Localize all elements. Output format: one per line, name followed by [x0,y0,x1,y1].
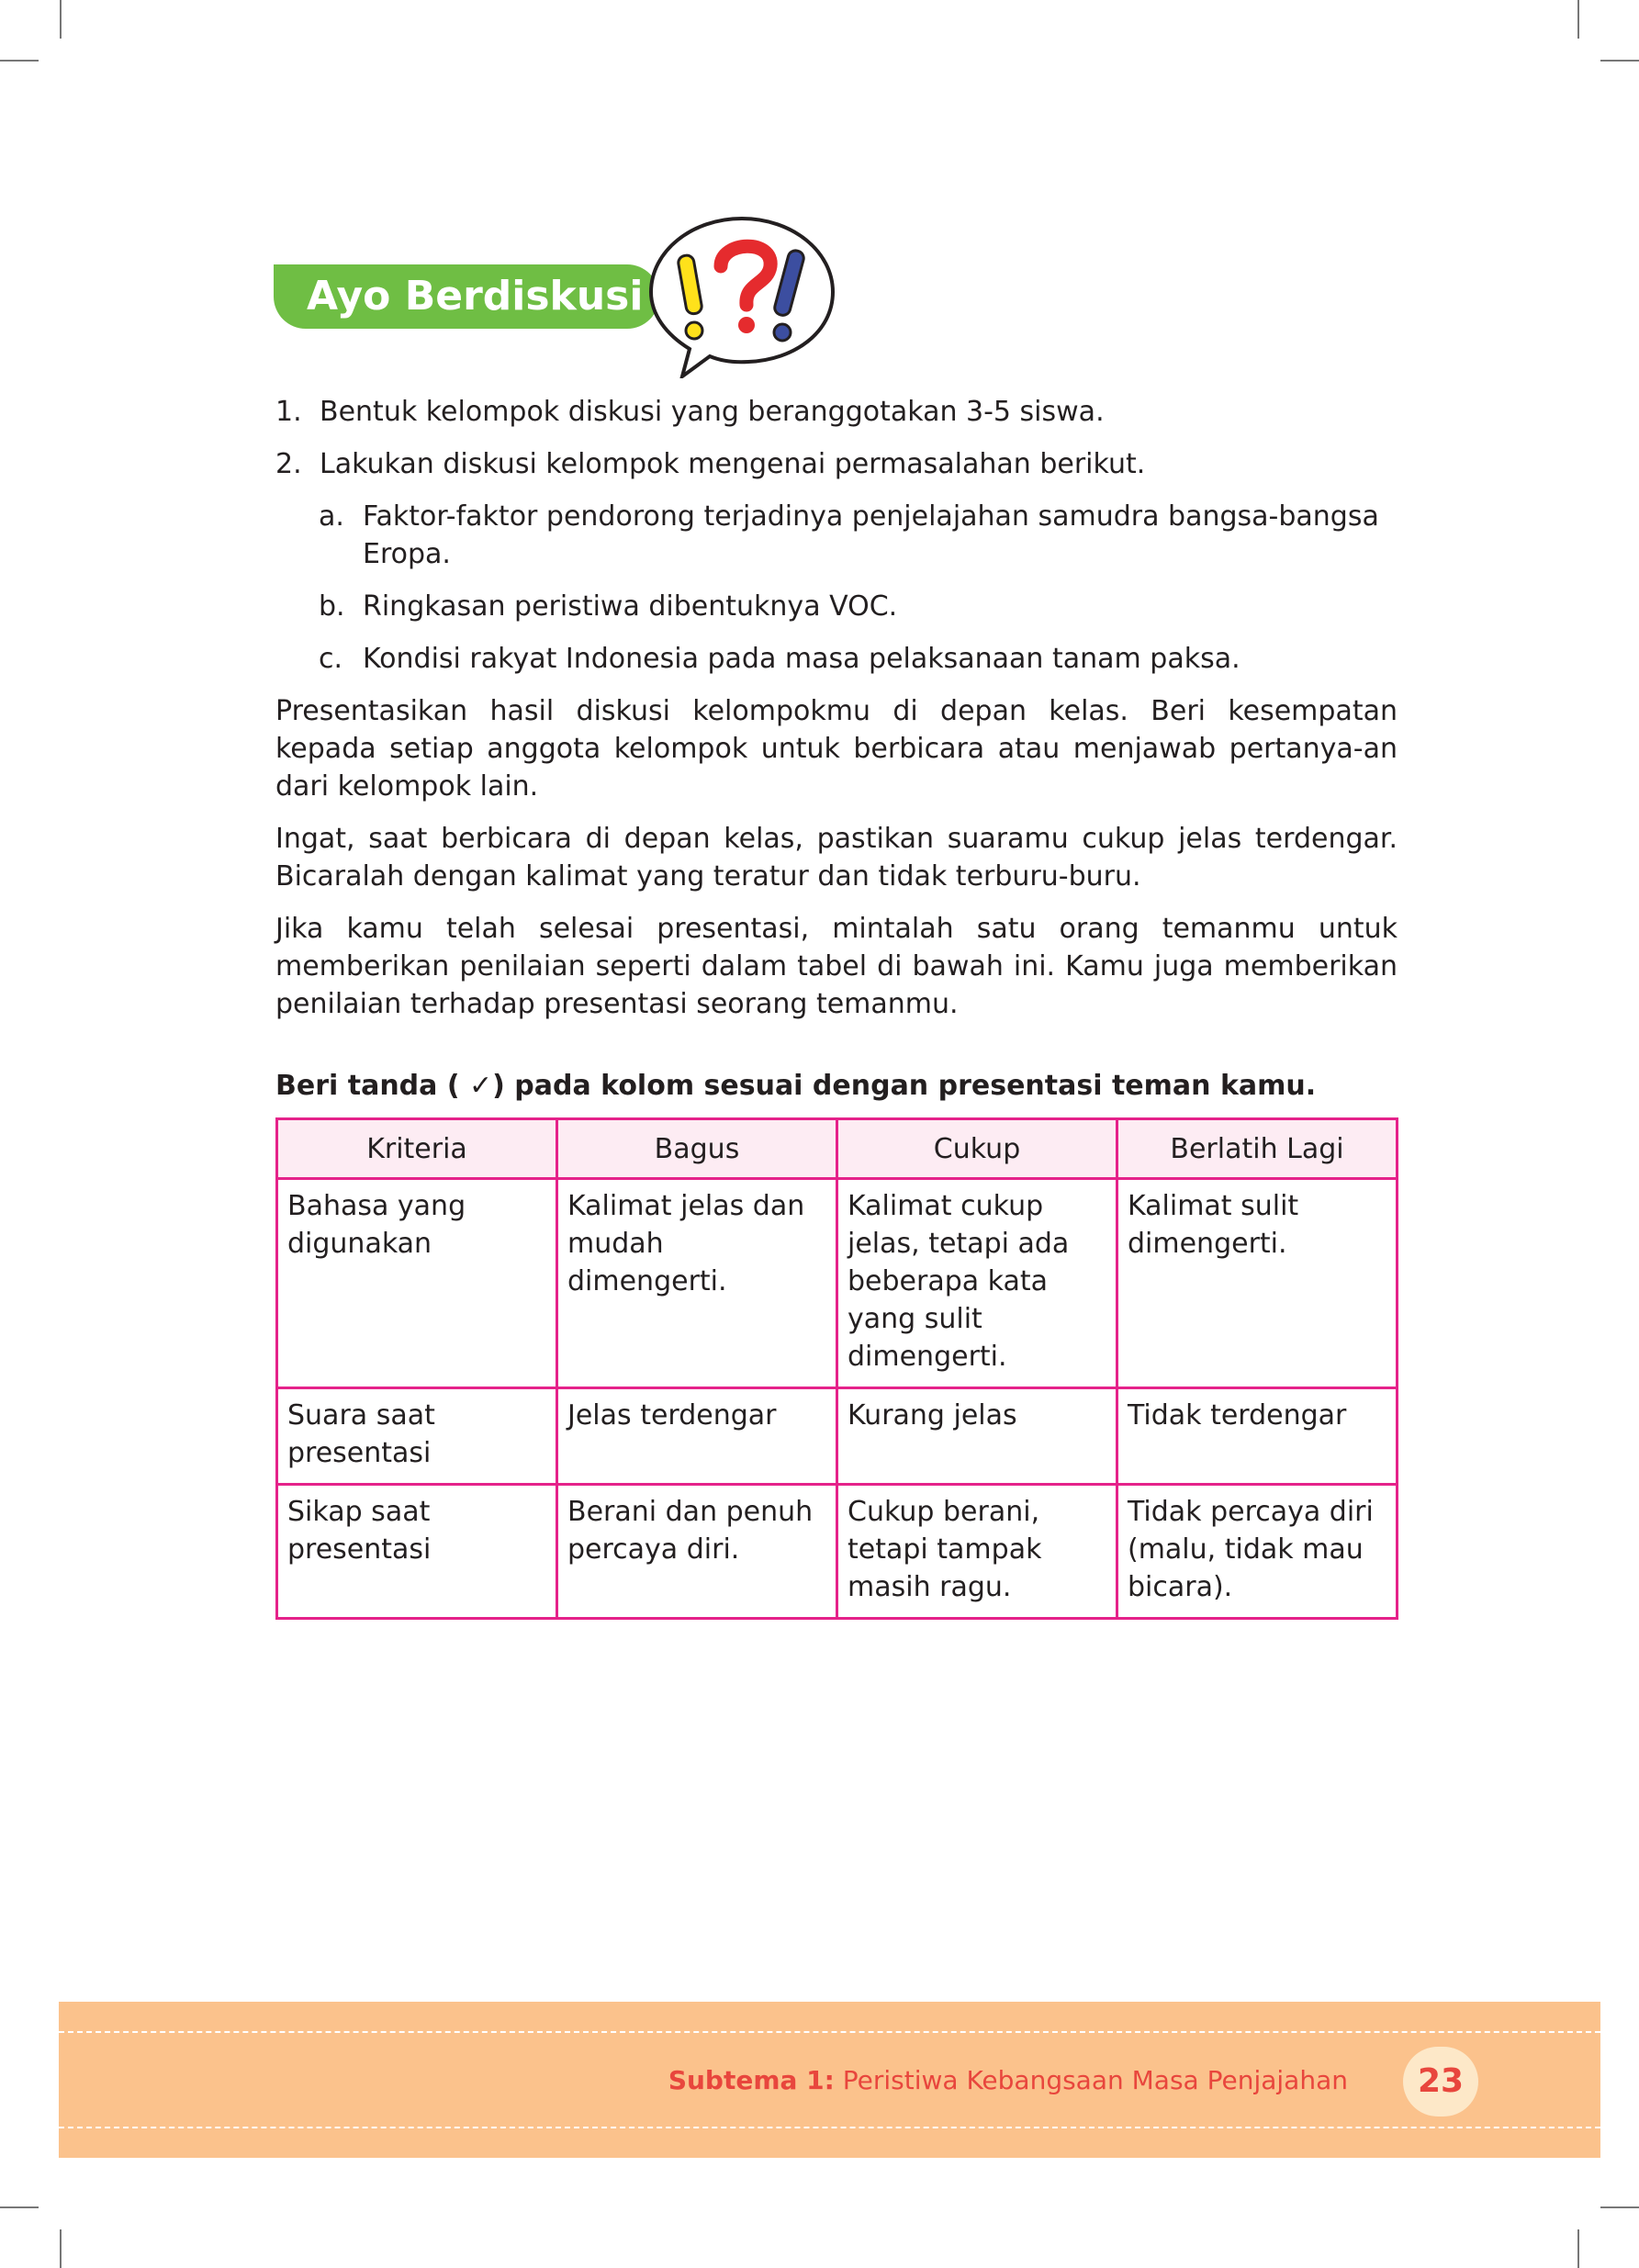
table-cell: Kalimat cukup jelas, tetapi ada beberapa kata yang sulit dimengerti. [837,1179,1117,1388]
sub-list-text: Ringkasan peristiwa dibentuknya VOC. [363,590,898,623]
list-item [275,393,1398,431]
content [275,393,1398,1620]
crop-mark [0,2206,39,2208]
sub-list-item [275,498,1398,573]
list-item [275,445,1398,483]
table-cell: Sikap saat presentasi [277,1485,557,1619]
crop-mark [60,0,62,39]
footer-dashed-line [59,2127,1600,2128]
paragraph-ingat: Ingat, saat berbicara di depan kelas, pastikan suaramu cukup jelas terdengar. Bicaralah dengan kalimat yang teratur dan tidak terburu-buru. [275,823,1398,893]
table-cell: Berani dan penuh percaya diri. [557,1485,837,1619]
table-cell: Kalimat jelas dan mudah dimengerti. [557,1179,837,1388]
list-number: 2. [275,448,302,480]
table-header-cell: Cukup [837,1119,1117,1179]
sub-list-letter: b. [319,590,345,623]
sub-list-text: Kondisi rakyat Indonesia pada masa pelaksanaan tanam paksa. [363,643,1240,675]
table-header-cell: Bagus [557,1119,837,1179]
list-text: Bentuk kelompok diskusi yang beranggotakan 3-5 siswa. [320,396,1105,428]
table-row [277,1179,1398,1388]
page-number: 23 [1403,2047,1478,2116]
table-cell: Cukup berani, tetapi tampak masih ragu. [837,1485,1117,1619]
crop-mark [1600,60,1639,62]
assessment-table [275,1117,1398,1620]
footer-subtema [668,2062,1348,2099]
section-title: Ayo Berdiskusi [307,273,644,320]
footer-subtema-label: Subtema 1: [668,2065,835,2095]
list-text: Lakukan diskusi kelompok mengenai permasalahan berikut. [320,448,1146,480]
footer-subtema-title: Peristiwa Kebangsaan Masa Penjajahan [842,2065,1348,2095]
footer-dashed-line [59,2031,1600,2033]
table-header-cell: Berlatih Lagi [1117,1119,1398,1179]
table-cell: Jelas terdengar [557,1388,837,1485]
section-header [274,213,843,378]
crop-mark [60,2229,62,2268]
table-header-row [277,1119,1398,1179]
table-cell: Tidak percaya diri (malu, tidak mau bicara). [1117,1485,1398,1619]
table-cell: Kurang jelas [837,1388,1117,1485]
crop-mark [1600,2206,1639,2208]
paragraph-penilaian: Jika kamu telah selesai presentasi, mintalah satu orang temanmu untuk memberikan penilaian seperti dalam tabel di bawah ini. Kamu juga memberikan penilaian terhadap presentasi seorang temanmu. [275,913,1398,1020]
sub-list-letter: c. [319,643,343,675]
table-cell: Suara saat presentasi [277,1388,557,1485]
table-cell: Bahasa yang digunakan [277,1179,557,1388]
page-footer [59,2002,1600,2158]
sub-list-item [275,588,1398,625]
section-title-pill [274,264,659,329]
paragraph-presentasi: Presentasikan hasil diskusi kelompokmu di depan kelas. Beri kesempatan kepada setiap anggota kelompok untuk berbicara atau menjawab pertanya-an dari kelompok lain. [275,695,1398,803]
table-row [277,1485,1398,1619]
sub-list-text: Faktor-faktor pendorong terjadinya penjelajahan samudra bangsa-bangsa Eropa. [363,500,1379,570]
crop-mark [1577,2229,1579,2268]
table-header-cell: Kriteria [277,1119,557,1179]
table-cell: Kalimat sulit dimengerti. [1117,1179,1398,1388]
sub-list-item [275,640,1398,678]
table-instruction: Beri tanda ( ✓) pada kolom sesuai dengan presentasi teman kamu. [275,1070,1317,1102]
crop-mark [1577,0,1579,39]
exclamation-question-bubble-icon [645,213,838,378]
table-row [277,1388,1398,1485]
sub-list-letter: a. [319,500,344,533]
crop-mark [0,60,39,62]
table-cell: Tidak terdengar [1117,1388,1398,1485]
list-number: 1. [275,396,302,428]
